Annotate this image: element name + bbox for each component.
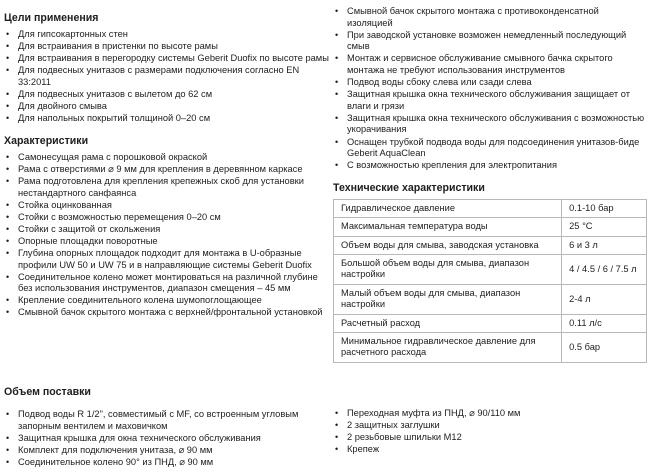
- list-item: • Защитная крышка окна технического обслуживания с возможностью укорачивания: [333, 113, 647, 136]
- technical-heading: Технические характеристики: [333, 181, 485, 194]
- list-item: • 2 защитных заглушки: [333, 420, 647, 432]
- table-cell-value: 0.5 бар: [562, 333, 647, 363]
- list-item: • Для гипсокартонных стен: [4, 29, 330, 41]
- list-item: • Крепеж: [333, 444, 647, 456]
- list-item: • Смывной бачок скрытого монтажа с противоконденсатной изоляцией: [333, 6, 647, 29]
- table-cell-label: Минимальное гидравлическое давление для расчетного расхода: [334, 333, 562, 363]
- list-item: • Самонесущая рама с порошковой окраской: [4, 152, 330, 164]
- characteristics-list-continued: [333, 6, 647, 172]
- list-item: • Для подвесных унитазов с вылетом до 62 см: [4, 89, 330, 101]
- technical-table: [333, 199, 647, 363]
- table-cell-label: Малый объем воды для смыва, диапазон настройки: [334, 284, 562, 314]
- table-cell-label: Объем воды для смыва, заводская установка: [334, 236, 562, 254]
- delivery-section: [4, 386, 324, 469]
- table-cell-label: Максимальная температура воды: [334, 218, 562, 236]
- list-item: • Комплект для подключения унитаза, ⌀ 90 мм: [4, 445, 324, 457]
- list-item: • Опорные площадки поворотные: [4, 236, 330, 248]
- table-cell-value: 6 и 3 л: [562, 236, 647, 254]
- list-item: • Защитная крышка для окна технического обслуживания: [4, 433, 324, 445]
- list-item: • Для двойного смыва: [4, 101, 330, 113]
- list-item: • Глубина опорных площадок подходит для монтажа в U-образные профили UW 50 и UW 75 и в направляющие системы Geberit Duofix: [4, 248, 330, 271]
- table-cell-value: 4 / 4.5 / 6 / 7.5 л: [562, 255, 647, 285]
- list-item: • При заводской установке возможен немедленный последующий смыв: [333, 30, 647, 53]
- right-column: [333, 6, 647, 363]
- list-item: • Подвод воды R 1/2", совместимый с MF, со встроенным угловым запорным вентилем и маховичком: [4, 409, 324, 432]
- table-cell-label: Гидравлическое давление: [334, 199, 562, 217]
- list-item: • Для встраивания в перегородку системы Geberit Duofix по высоте рамы: [4, 53, 330, 65]
- delivery-list-left: [4, 409, 324, 468]
- characteristics-list: [4, 152, 330, 319]
- list-item: • Крепление соединительного колена шумопоглощающее: [4, 295, 330, 307]
- table-row: [334, 284, 647, 314]
- table-row: [334, 218, 647, 236]
- list-item: • Защитная крышка окна технического обслуживания защищает от влаги и грязи: [333, 89, 647, 112]
- list-item: • Для встраивания в пристенки по высоте рамы: [4, 41, 330, 53]
- applications-list: [4, 29, 330, 125]
- list-item: • Подвод воды сбоку слева или сзади слева: [333, 77, 647, 89]
- delivery-heading: Объем поставки: [4, 386, 91, 398]
- list-item: • Смывной бачок скрытого монтажа с верхней/фронтальной установкой: [4, 307, 330, 319]
- table-row: [334, 236, 647, 254]
- characteristics-heading: Характеристики: [4, 134, 89, 147]
- table-cell-label: Большой объем воды для смыва, диапазон настройки: [334, 255, 562, 285]
- list-item: • Для подвесных унитазов с размерами подключения согласно EN 33:2011: [4, 65, 330, 88]
- delivery-section-right: [333, 408, 647, 456]
- left-column: [4, 12, 330, 320]
- list-item: • Рама с отверстиями ⌀ 9 мм для крепления в деревянном каркасе: [4, 164, 330, 176]
- table-row: [334, 333, 647, 363]
- list-item: • Переходная муфта из ПНД, ⌀ 90/110 мм: [333, 408, 647, 420]
- table-cell-value: 2-4 л: [562, 284, 647, 314]
- list-item: • Рама подготовлена для крепления крепежных скоб для установки нестандартного санфаянса: [4, 176, 330, 199]
- list-item: • Стойка оцинкованная: [4, 200, 330, 212]
- list-item: • С возможностью крепления для электропитания: [333, 160, 647, 172]
- applications-heading: Цели применения: [4, 12, 99, 24]
- table-cell-value: 25 °C: [562, 218, 647, 236]
- list-item: • Монтаж и сервисное обслуживание смывного бачка скрытого монтажа не требуют использования инструментов: [333, 53, 647, 76]
- list-item: • Соединительное колено 90° из ПНД, ⌀ 90 мм: [4, 457, 324, 469]
- list-item: • Для напольных покрытий толщиной 0–20 см: [4, 113, 330, 125]
- table-row: [334, 199, 647, 217]
- table-cell-value: 0.11 л/с: [562, 314, 647, 332]
- table-row: [334, 255, 647, 285]
- list-item: • Соединительное колено может монтироваться на различной глубине без использования инструментов, диапазон смещения – 45 мм: [4, 272, 330, 295]
- table-cell-value: 0.1-10 бар: [562, 199, 647, 217]
- table-cell-label: Расчетный расход: [334, 314, 562, 332]
- list-item: • 2 резьбовые шпильки M12: [333, 432, 647, 444]
- list-item: • Стойки с защитой от скольжения: [4, 224, 330, 236]
- list-item: • Стойки с возможностью перемещения 0–20 см: [4, 212, 330, 224]
- table-row: [334, 314, 647, 332]
- list-item: • Оснащен трубкой подвода воды для подсоединения унитазов-биде Geberit AquaClean: [333, 137, 647, 160]
- delivery-list-right: [333, 408, 647, 456]
